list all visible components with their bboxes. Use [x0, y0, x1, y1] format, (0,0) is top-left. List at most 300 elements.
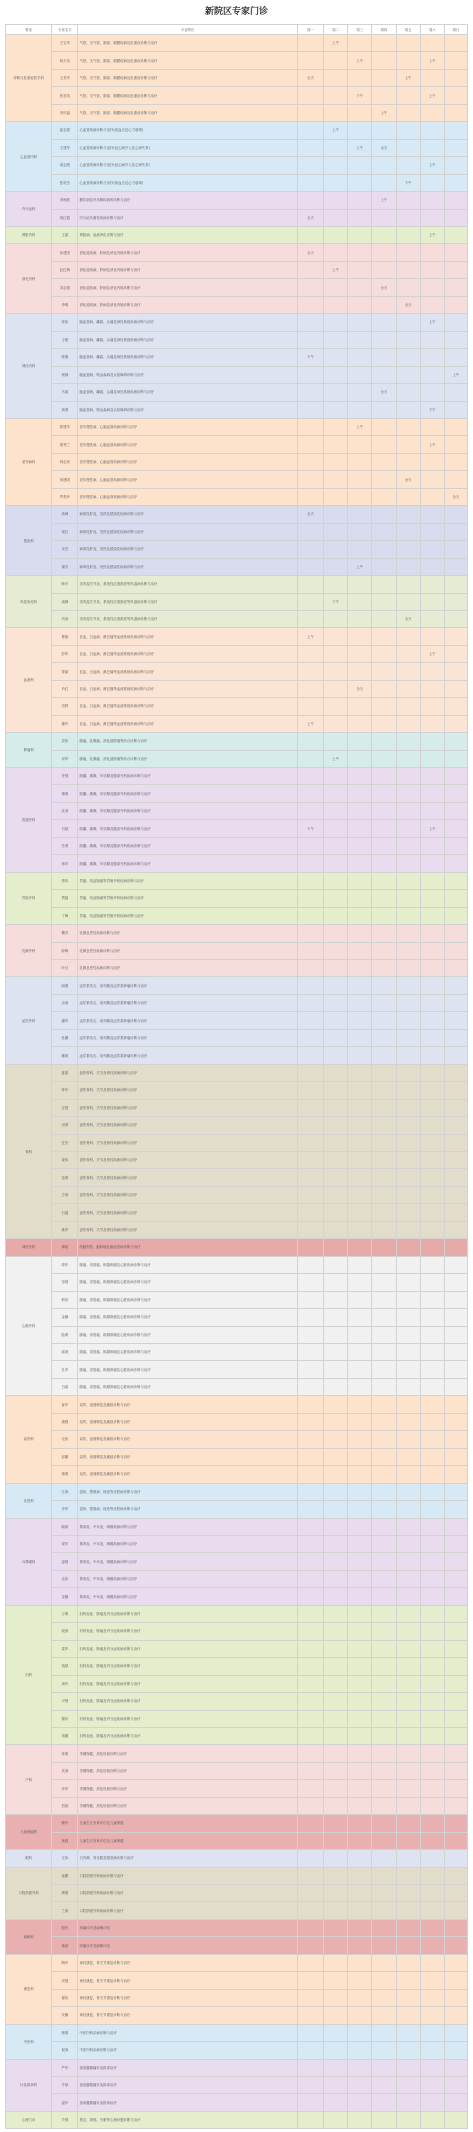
schedule-cell — [444, 1570, 467, 1587]
schedule-cell — [396, 802, 420, 819]
schedule-cell — [324, 1221, 348, 1238]
doctor-name-cell: 王建华 — [52, 139, 78, 156]
schedule-cell — [372, 349, 396, 366]
schedule-cell — [372, 1274, 396, 1291]
doctor-name-cell: 余涛 — [52, 994, 78, 1011]
table-row — [6, 576, 468, 593]
schedule-cell — [444, 837, 467, 854]
schedule-cell — [324, 1239, 348, 1256]
schedule-cell — [372, 296, 396, 313]
schedule-cell — [324, 349, 348, 366]
doctor-name-cell: 温华 — [52, 2094, 78, 2111]
schedule-cell — [420, 1780, 444, 1797]
schedule-cell — [372, 1501, 396, 1518]
schedule-cell — [444, 576, 467, 593]
doctor-name-cell: 魏芳 — [52, 925, 78, 942]
schedule-cell — [297, 1186, 323, 1203]
schedule-cell: 上午 — [372, 192, 396, 209]
schedule-cell — [444, 593, 467, 610]
schedule-cell — [396, 1972, 420, 1989]
table-row — [6, 1483, 468, 1500]
schedule-cell — [420, 2111, 444, 2128]
schedule-cell — [348, 1326, 372, 1343]
table-row — [6, 314, 468, 331]
schedule-cell — [372, 453, 396, 470]
schedule-cell — [297, 192, 323, 209]
schedule-cell — [297, 1553, 323, 1570]
schedule-cell — [297, 1623, 323, 1640]
schedule-cell — [348, 593, 372, 610]
schedule-cell: 上午 — [444, 366, 467, 383]
schedule-cell — [372, 925, 396, 942]
schedule-cell — [324, 1954, 348, 1971]
doctor-name-cell: 许强 — [52, 768, 78, 785]
schedule-cell — [372, 593, 396, 610]
doctor-name-cell: 邓军 — [52, 750, 78, 767]
schedule-cell — [420, 1274, 444, 1291]
schedule-cell — [396, 1762, 420, 1779]
schedule-cell — [348, 1623, 372, 1640]
schedule-cell: 上午 — [324, 122, 348, 139]
dept-cell: 麻醉科 — [6, 1919, 52, 1954]
schedule-cell — [372, 768, 396, 785]
schedule-cell — [420, 1535, 444, 1552]
table-row — [6, 1204, 468, 1221]
schedule-cell — [372, 1535, 396, 1552]
schedule-cell — [396, 1885, 420, 1902]
schedule-cell — [372, 1518, 396, 1535]
schedule-cell — [348, 855, 372, 872]
specialty-cell: 孕期保健、高危妊娠诊断与治疗 — [78, 1762, 297, 1779]
schedule-cell — [372, 174, 396, 191]
schedule-cell — [396, 2111, 420, 2128]
doctor-name-cell: 施斌 — [52, 1937, 78, 1954]
specialty-cell: 妇科炎症、肿瘤及内分泌疾病诊断与治疗 — [78, 1623, 297, 1640]
schedule-cell — [396, 820, 420, 837]
doctor-name-cell: 罗美玲 — [52, 488, 78, 505]
table-row — [6, 1954, 468, 1971]
doctor-name-cell: 孙建国 — [52, 244, 78, 261]
schedule-cell — [420, 1256, 444, 1273]
schedule-cell — [297, 1710, 323, 1727]
schedule-cell — [420, 1518, 444, 1535]
dept-cell: 胃肠外科 — [6, 872, 52, 924]
schedule-cell — [348, 1466, 372, 1483]
schedule-cell: 上午 — [396, 69, 420, 86]
doctor-name-cell: 丁峰 — [52, 907, 78, 924]
specialty-cell: 颈肩腰腿痛针灸推拿治疗 — [78, 2094, 297, 2111]
schedule-cell — [297, 1274, 323, 1291]
schedule-cell — [372, 1937, 396, 1954]
specialty-cell: 肺癌、食管癌、纵隔肿瘤及心脏疾病诊断与治疗 — [78, 1326, 297, 1343]
table-row — [6, 2077, 468, 2094]
table-row — [6, 174, 468, 191]
schedule-cell — [324, 1326, 348, 1343]
schedule-cell — [396, 192, 420, 209]
doctor-name-cell: 林志伟 — [52, 453, 78, 470]
specialty-cell: 心血管疾病诊断与治疗(高血压及心力衰竭) — [78, 174, 297, 191]
schedule-cell — [324, 1064, 348, 1081]
schedule-cell — [348, 942, 372, 959]
specialty-cell: 脑血管病、癫痫、头痛及神经系统疾病诊断与治疗 — [78, 349, 297, 366]
schedule-cell — [324, 907, 348, 924]
schedule-cell — [444, 69, 467, 86]
schedule-cell — [444, 1832, 467, 1849]
schedule-cell — [324, 523, 348, 540]
schedule-cell — [444, 104, 467, 121]
schedule-cell — [396, 541, 420, 558]
schedule-cell — [297, 785, 323, 802]
schedule-cell — [444, 628, 467, 645]
doctor-name-cell: 杨静 — [52, 366, 78, 383]
doctor-name-cell: 蒋华 — [52, 855, 78, 872]
schedule-cell — [324, 2077, 348, 2094]
table-row — [6, 1605, 468, 1622]
table-row — [6, 35, 468, 52]
schedule-cell — [324, 1762, 348, 1779]
schedule-cell — [420, 733, 444, 750]
schedule-cell: 上午 — [420, 645, 444, 662]
table-row — [6, 366, 468, 383]
schedule-cell — [396, 1745, 420, 1762]
schedule-cell — [444, 1378, 467, 1395]
schedule-cell — [444, 1780, 467, 1797]
schedule-cell — [420, 1413, 444, 1430]
specialty-cell: 消化道疾病、肝病及消化内镜诊断与治疗 — [78, 244, 297, 261]
schedule-cell — [420, 1553, 444, 1570]
schedule-cell — [444, 401, 467, 418]
schedule-cell — [444, 942, 467, 959]
schedule-cell: 全天 — [297, 506, 323, 523]
schedule-cell — [444, 1658, 467, 1675]
schedule-cell — [297, 1762, 323, 1779]
specialty-cell: 气管、支气管、肺部、胸膜疾病及危重症诊断与治疗 — [78, 69, 297, 86]
doctor-name-cell: 胡秀兰 — [52, 436, 78, 453]
schedule-cell — [444, 715, 467, 732]
specialty-cell: 贫血、白血病、淋巴瘤等血液系统疾病诊断与治疗 — [78, 645, 297, 662]
table-row — [6, 1710, 468, 1727]
table-row — [6, 1378, 468, 1395]
schedule-cell — [372, 1588, 396, 1605]
schedule-cell — [396, 436, 420, 453]
schedule-cell — [348, 122, 372, 139]
specialty-cell: 创伤骨科、关节及脊柱疾病诊断与治疗 — [78, 1169, 297, 1186]
doctor-name-cell: 贺斌 — [52, 1797, 78, 1814]
schedule-cell — [324, 401, 348, 418]
table-row — [6, 1448, 468, 1465]
schedule-cell — [420, 1291, 444, 1308]
doctor-name-cell: 马丽 — [52, 384, 78, 401]
doctor-name-cell: 叶红 — [52, 960, 78, 977]
schedule-cell — [297, 593, 323, 610]
schedule-cell — [372, 1448, 396, 1465]
schedule-cell — [420, 1815, 444, 1832]
schedule-cell — [297, 1815, 323, 1832]
schedule-cell — [348, 1256, 372, 1273]
specialty-cell: 气管、支气管、肺部、胸膜疾病及危重症诊断与治疗 — [78, 87, 297, 104]
schedule-cell — [348, 1780, 372, 1797]
schedule-cell: 下午 — [420, 401, 444, 418]
schedule-cell — [297, 1693, 323, 1710]
schedule-cell — [396, 1256, 420, 1273]
specialty-cell: 脑血管病、帕金森病及认知障碍诊断与治疗 — [78, 366, 297, 383]
schedule-cell: 全天 — [396, 471, 420, 488]
schedule-cell — [420, 366, 444, 383]
schedule-cell — [372, 436, 396, 453]
schedule-cell — [324, 1204, 348, 1221]
schedule-cell — [348, 1361, 372, 1378]
specialty-cell: 肺癌、食管癌、纵隔肿瘤及心脏疾病诊断与治疗 — [78, 1274, 297, 1291]
specialty-cell: 烧伤、创面修复及瘢痕诊断与治疗 — [78, 1431, 297, 1448]
doctor-name-cell: 田勇 — [52, 1117, 78, 1134]
specialty-cell: 肺癌、食管癌、纵隔肿瘤及心脏疾病诊断与治疗 — [78, 1291, 297, 1308]
schedule-cell — [444, 1134, 467, 1151]
schedule-cell — [420, 2007, 444, 2024]
schedule-cell — [372, 2042, 396, 2059]
doctor-name-cell: 尹强 — [52, 1693, 78, 1710]
table-row — [6, 523, 468, 540]
schedule-body — [6, 35, 468, 2129]
schedule-cell — [396, 977, 420, 994]
schedule-cell — [420, 1727, 444, 1744]
doctor-name-cell: 贾磊 — [52, 890, 78, 907]
schedule-cell — [297, 1221, 323, 1238]
schedule-cell — [372, 52, 396, 69]
schedule-cell — [348, 1658, 372, 1675]
schedule-cell: 下午 — [324, 593, 348, 610]
schedule-cell — [372, 1867, 396, 1884]
schedule-cell: 全天 — [396, 296, 420, 313]
header-cell-fri: 周五 — [396, 25, 420, 35]
doctor-name-cell: 王敏 — [52, 331, 78, 348]
schedule-cell — [324, 1640, 348, 1657]
schedule-cell — [396, 35, 420, 52]
table-row — [6, 733, 468, 750]
schedule-cell — [324, 1815, 348, 1832]
schedule-cell — [372, 1605, 396, 1622]
schedule-cell — [372, 890, 396, 907]
schedule-cell — [348, 1221, 372, 1238]
schedule-cell — [372, 1710, 396, 1727]
table-row — [6, 1989, 468, 2006]
schedule-cell — [297, 1204, 323, 1221]
specialty-cell: 神经康复、骨关节康复诊断与治疗 — [78, 1989, 297, 2006]
schedule-cell — [396, 1326, 420, 1343]
schedule-cell — [396, 1815, 420, 1832]
schedule-cell: 下午 — [297, 820, 323, 837]
schedule-cell — [297, 1169, 323, 1186]
schedule-cell — [444, 802, 467, 819]
table-row — [6, 1623, 468, 1640]
schedule-cell — [444, 314, 467, 331]
dept-cell: 心理门诊 — [6, 2111, 52, 2128]
dept-cell: 产科 — [6, 1745, 52, 1815]
schedule-cell — [444, 1326, 467, 1343]
schedule-cell — [444, 2024, 467, 2041]
schedule-cell — [372, 1291, 396, 1308]
table-row — [6, 1291, 468, 1308]
doctor-name-cell: 邱鹏 — [52, 1448, 78, 1465]
schedule-cell — [324, 104, 348, 121]
table-row — [6, 226, 468, 243]
specialty-cell: 泌尿系结石、前列腺及泌尿系肿瘤诊断与治疗 — [78, 977, 297, 994]
specialty-cell: 妇科炎症、肿瘤及内分泌疾病诊断与治疗 — [78, 1658, 297, 1675]
schedule-cell — [420, 1954, 444, 1971]
specialty-cell: 儿童生长发育评估及儿童保健 — [78, 1815, 297, 1832]
schedule-cell — [396, 1797, 420, 1814]
schedule-cell — [444, 1064, 467, 1081]
schedule-cell — [297, 750, 323, 767]
schedule-cell — [348, 157, 372, 174]
schedule-cell — [372, 1989, 396, 2006]
specialty-cell: 肺癌、乳腺癌、消化道肿瘤等综合诊断与治疗 — [78, 733, 297, 750]
schedule-cell — [372, 261, 396, 278]
schedule-cell — [420, 890, 444, 907]
specialty-cell: 妇科炎症、肿瘤及内分泌疾病诊断与治疗 — [78, 1693, 297, 1710]
schedule-cell — [372, 1396, 396, 1413]
schedule-cell — [297, 1675, 323, 1692]
schedule-cell — [420, 1570, 444, 1587]
schedule-cell — [297, 1361, 323, 1378]
schedule-cell: 上午 — [372, 104, 396, 121]
specialty-cell: 气管、支气管、肺部、胸膜疾病及危重症诊断与治疗 — [78, 52, 297, 69]
schedule-cell — [372, 1954, 396, 1971]
schedule-cell — [420, 1605, 444, 1622]
schedule-cell — [420, 1029, 444, 1046]
doctor-name-cell: 孔军 — [52, 1361, 78, 1378]
specialty-cell: 妇科炎症、肿瘤及内分泌疾病诊断与治疗 — [78, 1727, 297, 1744]
schedule-cell — [324, 1082, 348, 1099]
schedule-cell — [324, 1989, 348, 2006]
schedule-cell — [372, 2111, 396, 2128]
schedule-cell — [348, 35, 372, 52]
schedule-cell — [444, 994, 467, 1011]
schedule-cell — [396, 1780, 420, 1797]
schedule-cell — [324, 1937, 348, 1954]
doctor-name-cell: 孟伟 — [52, 1570, 78, 1587]
schedule-cell — [396, 1954, 420, 1971]
table-row — [6, 1588, 468, 1605]
schedule-cell: 下午 — [396, 174, 420, 191]
schedule-cell — [396, 2007, 420, 2024]
schedule-cell — [348, 1588, 372, 1605]
schedule-cell — [396, 1413, 420, 1430]
table-row — [6, 960, 468, 977]
specialty-cell: 胆囊、胰腺、甲状腺及腹部外科疾病诊断与治疗 — [78, 855, 297, 872]
schedule-cell — [396, 1937, 420, 1954]
schedule-cell — [396, 925, 420, 942]
dept-cell: 肾脏内科 — [6, 226, 52, 243]
schedule-cell — [420, 35, 444, 52]
schedule-cell — [348, 628, 372, 645]
schedule-cell: 上午 — [297, 715, 323, 732]
schedule-cell — [348, 1902, 372, 1919]
schedule-cell — [324, 2094, 348, 2111]
schedule-cell — [324, 785, 348, 802]
schedule-cell — [372, 1064, 396, 1081]
table-row — [6, 2094, 468, 2111]
schedule-cell — [348, 174, 372, 191]
schedule-cell — [324, 1745, 348, 1762]
schedule-cell: 上午 — [420, 87, 444, 104]
schedule-cell — [396, 960, 420, 977]
schedule-cell — [396, 2059, 420, 2076]
schedule-cell — [372, 523, 396, 540]
dept-cell: 眼科 — [6, 1850, 52, 1867]
schedule-cell — [297, 366, 323, 383]
schedule-cell — [444, 209, 467, 226]
schedule-cell — [420, 1448, 444, 1465]
schedule-cell — [372, 506, 396, 523]
schedule-cell — [372, 541, 396, 558]
specialty-cell: 烧伤、创面修复及瘢痕诊断与治疗 — [78, 1396, 297, 1413]
schedule-cell — [297, 401, 323, 418]
schedule-cell — [348, 244, 372, 261]
schedule-cell: 上午 — [420, 52, 444, 69]
table-row — [6, 1797, 468, 1814]
specialty-cell: 鼻窦炎、中耳炎、咽喉疾病诊断与治疗 — [78, 1535, 297, 1552]
schedule-cell — [372, 628, 396, 645]
schedule-cell — [420, 1762, 444, 1779]
doctor-name-cell: 黎伟 — [52, 1710, 78, 1727]
dept-cell: 血液科 — [6, 628, 52, 733]
doctor-name-cell: 石磊 — [52, 1204, 78, 1221]
schedule-cell — [348, 401, 372, 418]
specialty-cell: 神经康复、骨关节康复诊断与治疗 — [78, 1954, 297, 1971]
table-row — [6, 785, 468, 802]
specialty-cell: 病毒性肝炎、发热及感染性疾病诊断与治疗 — [78, 523, 297, 540]
schedule-cell — [297, 122, 323, 139]
schedule-cell — [297, 226, 323, 243]
schedule-cell — [444, 1186, 467, 1203]
schedule-cell — [420, 1134, 444, 1151]
specialty-cell: 气管、支气管、肺部、胸膜疾病及危重症诊断与治疗 — [78, 35, 297, 52]
schedule-cell — [372, 698, 396, 715]
schedule-cell — [444, 87, 467, 104]
table-row — [6, 698, 468, 715]
doctor-name-cell: 秦明 — [52, 1466, 78, 1483]
schedule-cell — [372, 209, 396, 226]
schedule-cell — [444, 2094, 467, 2111]
schedule-cell — [420, 1378, 444, 1395]
doctor-name-cell: 杨天英 — [52, 52, 78, 69]
doctor-name-cell: 王美华 — [52, 69, 78, 86]
table-row — [6, 418, 468, 435]
schedule-cell — [324, 628, 348, 645]
doctor-name-cell: 倪涛 — [52, 2042, 78, 2059]
schedule-cell — [372, 1693, 396, 1710]
schedule-cell — [372, 1780, 396, 1797]
doctor-name-cell: 姚军 — [52, 1221, 78, 1238]
schedule-cell — [420, 139, 444, 156]
schedule-cell — [297, 960, 323, 977]
doctor-name-cell: 崔志强 — [52, 122, 78, 139]
schedule-cell — [348, 349, 372, 366]
schedule-cell — [324, 1623, 348, 1640]
doctor-name-cell: 雷军 — [52, 1640, 78, 1657]
specialty-cell: 心血管疾病诊断与治疗(高血压及心力衰竭) — [78, 122, 297, 139]
schedule-cell — [444, 1012, 467, 1029]
table-row — [6, 1012, 468, 1029]
schedule-cell — [348, 384, 372, 401]
schedule-cell — [324, 558, 348, 575]
doctor-name-cell: 邵强 — [52, 1553, 78, 1570]
specialty-cell: 胃癌、结直肠癌等胃肠外科疾病诊断与治疗 — [78, 872, 297, 889]
schedule-cell — [297, 1518, 323, 1535]
schedule-cell — [420, 977, 444, 994]
doctor-name-cell: 龙鹏 — [52, 1588, 78, 1605]
schedule-cell: 上午 — [348, 139, 372, 156]
